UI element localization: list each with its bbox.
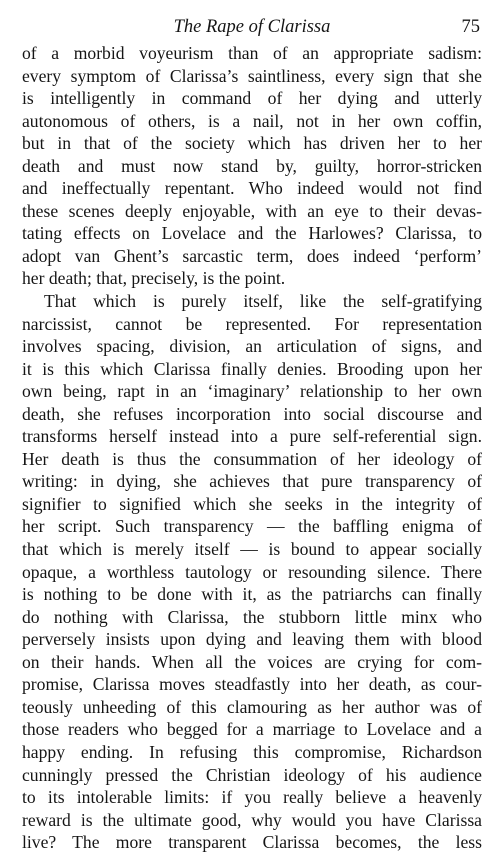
text-line: death, she refuses incorporation into social discourse and [22,403,482,424]
text-line: tating effects on Lovelace and the Harlowes? Clarissa, to [22,223,482,244]
text-line: writing: in dying, she achieves that pure transparency of [22,471,482,492]
text-line: to its intolerable limits: if you really believe a heavenly [22,787,482,808]
text-line: but in that of the society which has driven her to her [22,133,482,154]
running-header [22,14,482,40]
text-line: these scenes deeply enjoyable, with an eye to their devas- [22,200,482,221]
page-number: 75 [461,17,480,37]
text-line: adopt van Ghent’s sarcastic term, does indeed ‘perform’ [22,245,482,266]
text-line: Her death is thus the consummation of her ideology of [22,448,482,469]
text-line: narcissist, cannot be represented. For representation [22,313,482,334]
text-line: is intelligently in command of her dying and utterly [22,88,482,109]
text-line: signifier to signified which she seeks in the integrity of [22,493,482,514]
running-title: The Rape of Clarissa [173,17,331,37]
text-line: is nothing to be done with it, as the patriarchs can finally [22,584,482,605]
text-line: her script. Such transparency — the baffling enigma of [22,516,482,537]
text-line: that which is merely itself — is bound to appear socially [22,539,482,560]
text-line: involves spacing, division, an articulation of signs, and [22,336,482,357]
text-line: teously unheeding of this clamouring as her author was of [22,696,482,717]
text-line: transforms herself instead into a pure self-referential sign. [22,426,482,447]
text-line: happy ending. In refusing this compromise, Richardson [22,741,482,762]
text-line: reward is the ultimate good, why would you have Clarissa [22,809,482,830]
paragraph-1 [22,42,482,290]
text-line: her death; that, precisely, is the point. [22,268,286,289]
text-line: death and must now stand by, guilty, horror-stricken [22,155,482,176]
text-line: autonomous of others, is a nail, not in her own coffin, [22,110,482,131]
body-text [22,42,482,854]
text-line: on their hands. When all the voices are crying for com- [22,651,482,672]
text-line: promise, Clarissa moves steadfastly into her death, as cour- [22,674,482,695]
text-line: perversely insists upon dying and leaving them with blood [22,629,482,650]
text-line: opaque, a worthless tautology or resounding silence. There [22,561,482,582]
text-line: do nothing with Clarissa, the stubborn little minx who [22,606,482,627]
text-line: cunningly pressed the Christian ideology of his audience [22,764,482,785]
text-line: of a morbid voyeurism than of an appropriate sadism: [22,43,482,63]
text-line: live? The more transparent Clarissa becomes, the less [22,832,482,853]
paragraph-2 [22,290,482,854]
text-line: those readers who begged for a marriage to Lovelace and a [22,719,482,740]
text-line: and ineffectually repentant. Who indeed would not find [22,178,482,199]
text-line: every symptom of Clarissa’s saintliness, every sign that she [22,65,482,86]
text-line: it is this which Clarissa finally denies. Brooding upon her [22,358,482,379]
text-line: own being, rapt in an ‘imaginary’ relationship to her own [22,381,482,402]
book-page [22,14,482,854]
text-line: That which is purely itself, like the self-gratifying [44,291,482,312]
